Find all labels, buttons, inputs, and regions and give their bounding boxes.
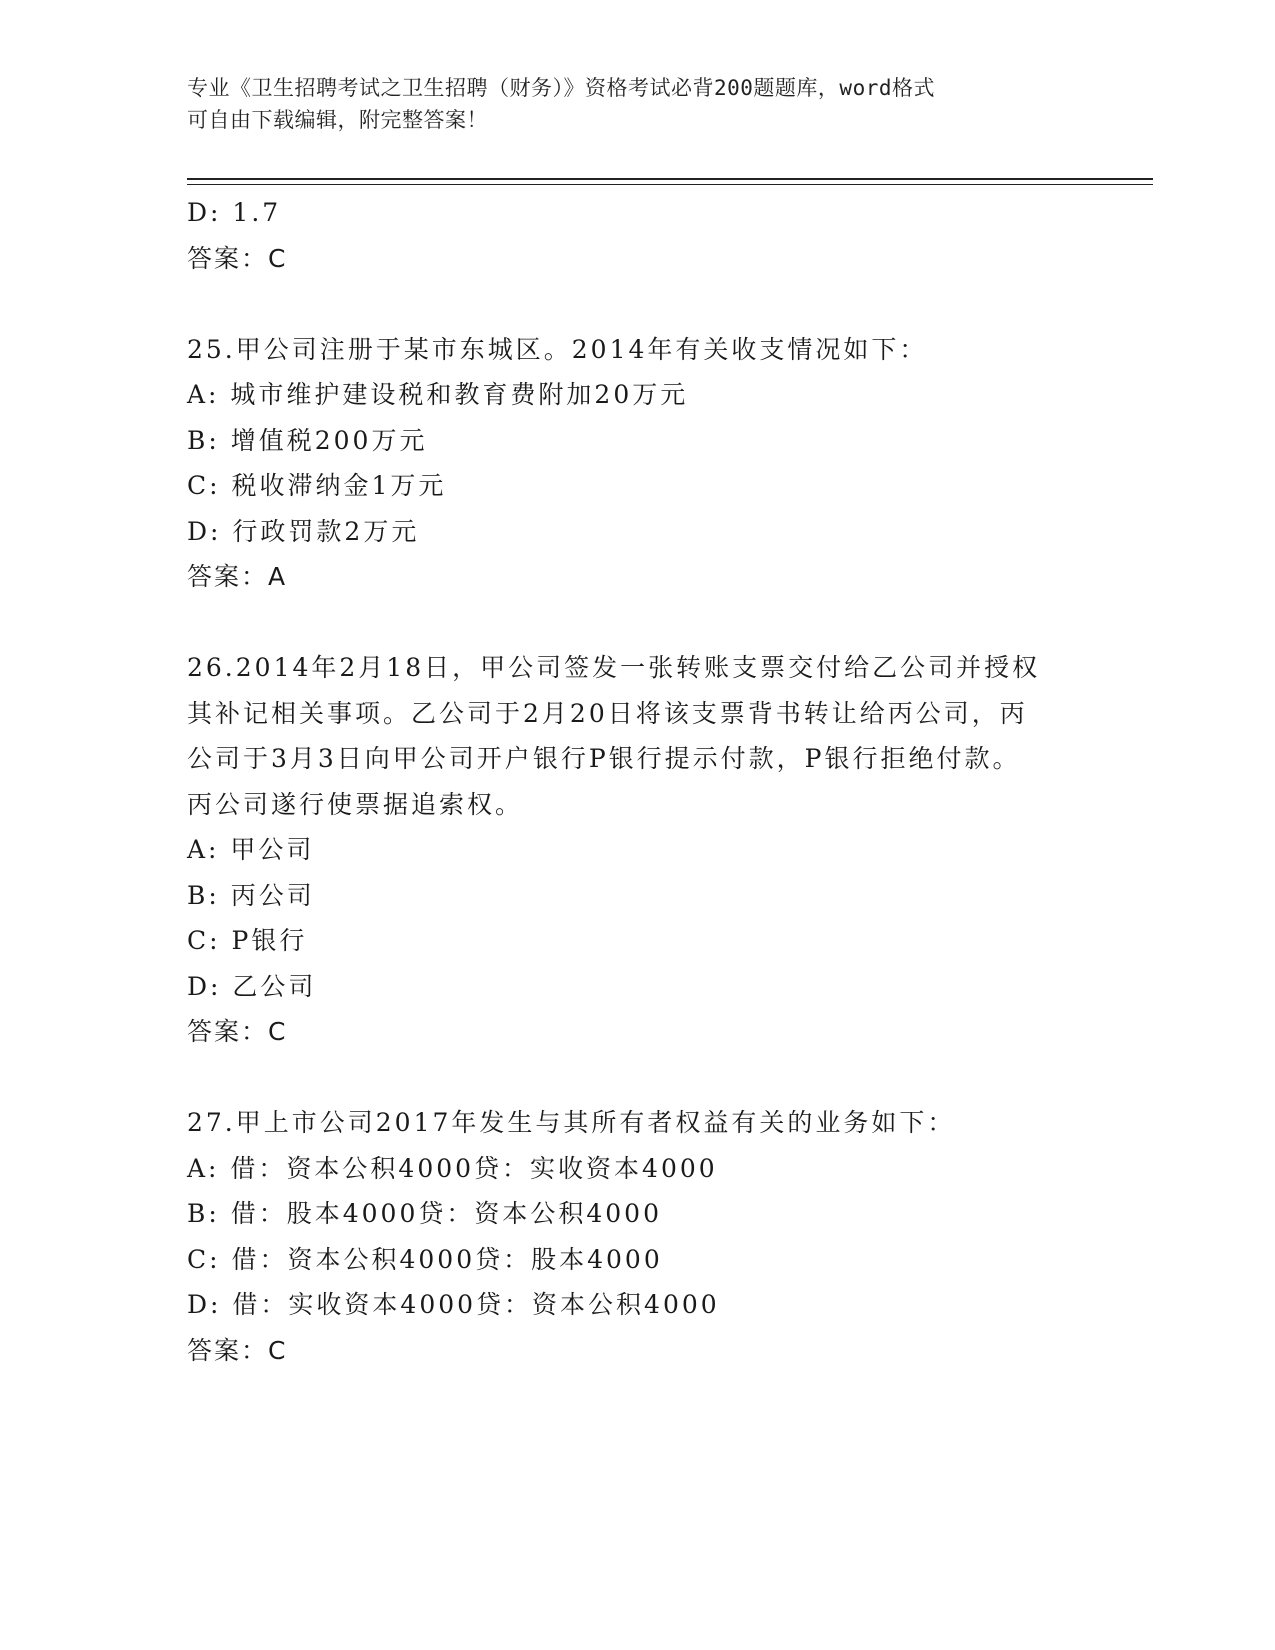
question-27-option-a: A: 借：资本公积4000贷：实收资本4000: [187, 1153, 718, 1183]
question-26: [187, 645, 1087, 1055]
question-26-text-line-2: 其补记相关事项。乙公司于2月20日将该支票背书转让给丙公司，丙: [187, 698, 1028, 728]
question-26-answer: 答案：C: [187, 1017, 288, 1046]
question-25: [187, 327, 1087, 600]
question-26-text-line-4: 丙公司遂行使票据追索权。: [187, 789, 524, 819]
question-26-option-a: A: 甲公司: [187, 835, 315, 864]
question-27-option-b: B: 借：股本4000贷：资本公积4000: [187, 1199, 662, 1228]
question-26-text-line-3: 公司于3月3日向甲公司开户银行P银行提示付款，P银行拒绝付款。: [187, 744, 1021, 773]
page-header: [187, 72, 1087, 136]
spacer: [187, 281, 1087, 327]
header-title-line-2: 可自由下载编辑，附完整答案！: [187, 108, 488, 132]
question-27-option-d: D: 借：实收资本4000贷：资本公积4000: [187, 1290, 720, 1319]
header-title-line-1: 专业《卫生招聘考试之卫生招聘（财务）》资格考试必背200题题库，word格式: [187, 76, 935, 100]
question-25-option-d: D: 行政罚款2万元: [187, 516, 420, 546]
question-27-answer: 答案：C: [187, 1335, 288, 1365]
spacer: [187, 600, 1087, 646]
question-26-option-d: D: 乙公司: [187, 971, 317, 1001]
prev-option-d: D: 1.7: [187, 198, 282, 227]
header-divider-thick: [187, 178, 1153, 180]
question-27-text: 27.甲上市公司2017年发生与其所有者权益有关的业务如下：: [187, 1108, 956, 1137]
spacer: [187, 1055, 1087, 1101]
header-divider-thin: [187, 184, 1153, 185]
question-25-option-c: C: 税收滞纳金1万元: [187, 471, 447, 500]
prev-answer: 答案：C: [187, 243, 288, 273]
question-27-option-c: C: 借：资本公积4000贷：股本4000: [187, 1244, 663, 1274]
question-25-answer: 答案：A: [187, 562, 288, 591]
question-list: [187, 190, 1087, 1373]
question-25-option-b: B: 增值税200万元: [187, 425, 428, 455]
question-27: [187, 1100, 1087, 1373]
question-26-option-b: B: 丙公司: [187, 880, 315, 910]
question-25-text: 25.甲公司注册于某市东城区。2014年有关收支情况如下：: [187, 334, 928, 364]
question-25-option-a: A: 城市维护建设税和教育费附加20万元: [187, 380, 689, 409]
question-26-text-line-1: 26.2014年2月18日，甲公司签发一张转账支票交付给乙公司并授权: [187, 653, 1041, 682]
question-26-option-c: C: P银行: [187, 926, 308, 955]
